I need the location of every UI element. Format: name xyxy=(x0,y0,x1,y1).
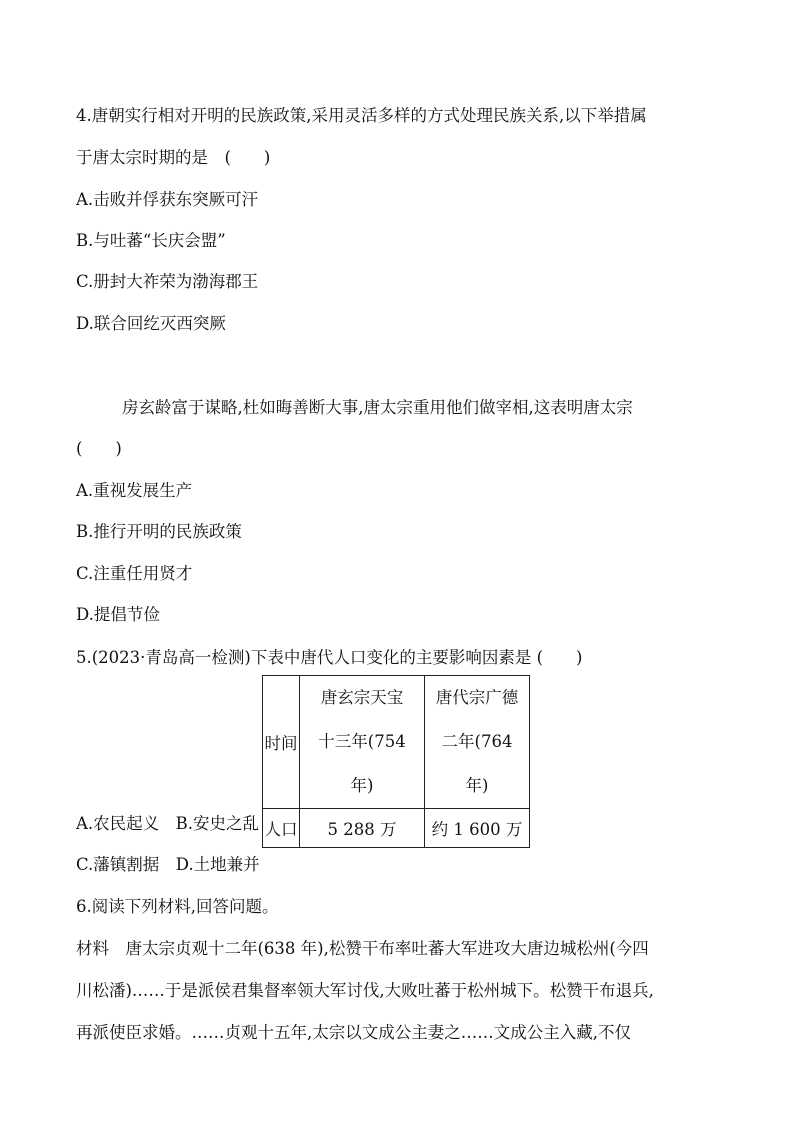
q4-option-a: A.击败并俘获东突厥可汗 xyxy=(76,190,259,209)
qx-option-c: C.注重任用贤才 xyxy=(76,564,193,583)
q6-material-line2: 川松潘)……于是派侯君集督率领大军讨伐,大败吐蕃于松州城下。松赞干布退兵, xyxy=(76,981,654,1000)
table-cell-pop1: 5 288 万 xyxy=(300,809,425,848)
col2-line2: 二年(764 年) xyxy=(441,732,529,795)
q6-material-line3: 再派使臣求婚。……贞观十五年,太宗以文成公主妻之……文成公主入藏,不仅 xyxy=(76,1023,631,1042)
col2-line1: 唐代宗广德 xyxy=(435,688,519,707)
qx-stem-line2: ( ) xyxy=(76,439,122,458)
q4-option-b: B.与吐蕃“长庆会盟” xyxy=(76,231,226,250)
q5-stem: 5.(2023·青岛高一检测)下表中唐代人口变化的主要影响因素是 ( ) xyxy=(76,648,583,667)
col1-line2: 十三年(754 年) xyxy=(318,732,423,795)
q6-stem: 6.阅读下列材料,回答问题。 xyxy=(76,897,279,916)
table-header-population: 人口 xyxy=(263,809,300,848)
q5-options-line2: C.藩镇割据 D.土地兼并 xyxy=(76,855,260,874)
q4-stem-line2: 于唐太宗时期的是 ( ) xyxy=(76,148,271,167)
qx-stem-line1: 房玄龄富于谋略,杜如晦善断大事,唐太宗重用他们做宰相,这表明唐太宗 xyxy=(122,398,633,417)
q4-stem-line1: 4.唐朝实行相对开明的民族政策,采用灵活多样的方式处理民族关系,以下举措属 xyxy=(76,106,647,125)
q4-option-c: C.册封大祚荣为渤海郡王 xyxy=(76,272,259,291)
table-row xyxy=(263,809,530,848)
population-table xyxy=(262,675,530,848)
q6-material-line1: 材料 唐太宗贞观十二年(638 年),松赞干布率吐蕃大军进攻大唐边城松州(今四 xyxy=(76,939,649,958)
qx-option-a: A.重视发展生产 xyxy=(76,481,193,500)
q4-option-d: D.联合回纥灭西突厥 xyxy=(76,314,226,333)
table-cell-col2-time xyxy=(425,676,530,809)
qx-option-d: D.提倡节俭 xyxy=(76,605,160,624)
qx-option-b: B.推行开明的民族政策 xyxy=(76,522,242,541)
col1-line1: 唐玄宗天宝 xyxy=(320,688,404,707)
table-header-time: 时间 xyxy=(263,676,300,809)
table-cell-pop2: 约 1 600 万 xyxy=(425,809,530,848)
q5-options-line1: A.农民起义 B.安史之乱 xyxy=(76,814,260,833)
table-row xyxy=(263,676,530,809)
table-cell-col1-time xyxy=(300,676,425,809)
